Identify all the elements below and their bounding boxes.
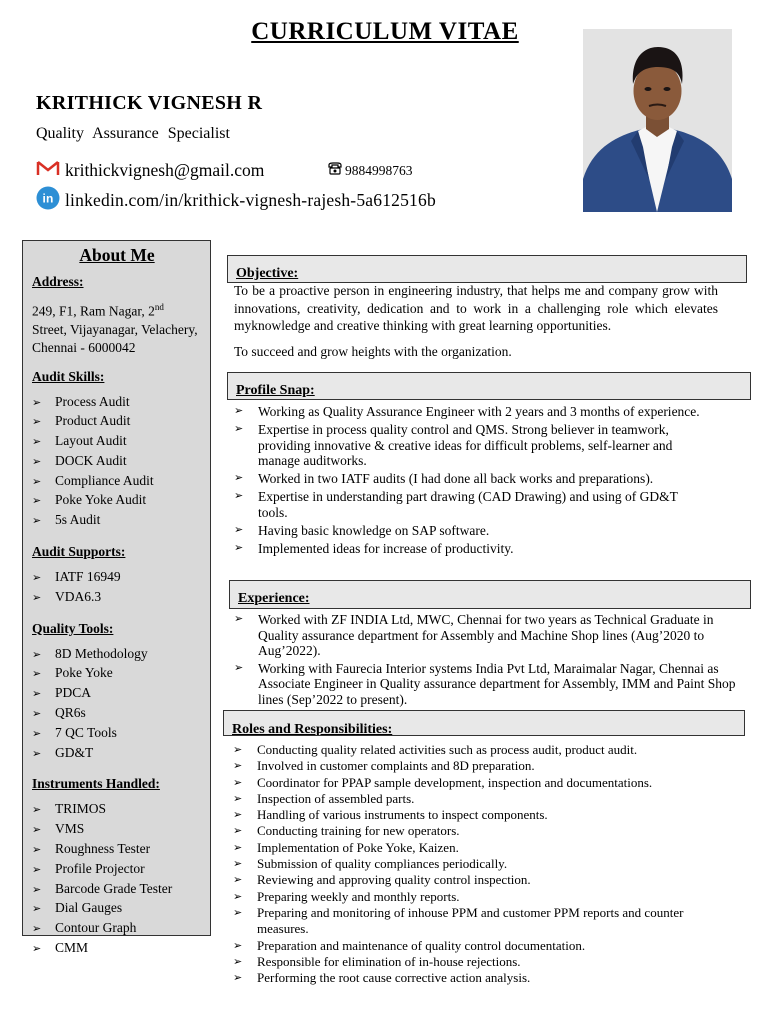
list-item-text: Preparing and monitoring of inhouse PPM and customer PPM reports and counter measures. (257, 904, 684, 937)
list-item (32, 939, 202, 959)
list-item (32, 393, 202, 413)
about-me-heading: About Me (79, 245, 155, 265)
experience-list (234, 612, 744, 709)
list-item-text: Working as Quality Assurance Engineer with 2 years and 3 months of experience. (258, 404, 700, 419)
list-item-text: Implementation of Poke Yoke, Kaizen. (257, 839, 459, 855)
arrow-bullet-icon: ➢ (234, 472, 244, 484)
list-item (233, 775, 728, 791)
list-item-text: Coordinator for PPAP sample development, inspection and documentations. (257, 774, 653, 790)
arrow-bullet-icon: ➢ (233, 792, 243, 805)
list-item (32, 919, 202, 939)
instruments-heading: Instruments Handled: (32, 776, 160, 792)
list-item (233, 905, 728, 938)
arrow-bullet-icon: ➢ (233, 809, 243, 822)
list-item-text: 5s Audit (55, 512, 101, 528)
list-item (32, 744, 202, 764)
list-item-text: Product Audit (55, 413, 131, 429)
list-item-text: Handling of various instruments to inspect components. (257, 807, 548, 823)
profile-photo (583, 29, 732, 212)
list-item (233, 938, 728, 954)
svg-text:in: in (42, 191, 54, 206)
list-item-text: Reviewing and approving quality control inspection. (257, 872, 531, 888)
list-item-text: Involved in customer complaints and 8D preparation. (257, 758, 535, 774)
arrow-bullet-icon: ➢ (32, 572, 42, 585)
list-item (233, 856, 728, 872)
arrow-bullet-icon: ➢ (32, 591, 42, 604)
list-item (233, 840, 728, 856)
list-item (234, 661, 744, 708)
list-item (234, 541, 704, 557)
instruments-list (32, 800, 202, 958)
audit-skills-heading: Audit Skills: (32, 368, 105, 384)
arrow-bullet-icon: ➢ (32, 455, 42, 468)
arrow-bullet-icon: ➢ (32, 824, 42, 837)
arrow-bullet-icon: ➢ (32, 883, 42, 896)
arrow-bullet-icon: ➢ (32, 804, 42, 817)
list-item (234, 612, 744, 659)
arrow-bullet-icon: ➢ (32, 923, 42, 936)
arrow-bullet-icon: ➢ (32, 863, 42, 876)
list-item-text: Compliance Audit (55, 472, 154, 488)
list-item (234, 523, 704, 539)
list-item (233, 807, 728, 823)
candidate-name: KRITHICK VIGNESH R (36, 92, 263, 114)
arrow-bullet-icon: ➢ (233, 760, 243, 773)
list-item (234, 404, 704, 420)
list-item (32, 588, 202, 608)
list-item (32, 491, 202, 511)
list-item (32, 664, 202, 684)
list-item-text: QR6s (55, 705, 86, 721)
experience-heading: Experience: (229, 580, 751, 609)
phone-icon (327, 162, 343, 180)
quality-tools-list (32, 645, 202, 764)
cv-title: CURRICULUM VITAE (251, 18, 519, 45)
arrow-bullet-icon: ➢ (233, 906, 243, 919)
audit-supports-heading: Audit Supports: (32, 544, 126, 560)
address-superscript: nd (154, 302, 164, 312)
arrow-bullet-icon: ➢ (32, 708, 42, 721)
arrow-bullet-icon: ➢ (32, 648, 42, 661)
arrow-bullet-icon: ➢ (32, 688, 42, 701)
arrow-bullet-icon: ➢ (233, 874, 243, 887)
list-item (32, 724, 202, 744)
list-item-text: Barcode Grade Tester (55, 880, 173, 896)
address-heading: Address: (32, 274, 84, 289)
arrow-bullet-icon: ➢ (32, 747, 42, 760)
arrow-bullet-icon: ➢ (233, 825, 243, 838)
quality-tools-heading: Quality Tools: (32, 620, 114, 636)
arrow-bullet-icon: ➢ (234, 613, 244, 625)
list-item (234, 471, 704, 487)
roles-heading: Roles and Responsibilities: (223, 710, 745, 736)
arrow-bullet-icon: ➢ (32, 416, 42, 429)
arrow-bullet-icon: ➢ (234, 423, 244, 435)
list-item (32, 412, 202, 432)
arrow-bullet-icon: ➢ (234, 405, 244, 417)
list-item-text: Contour Graph (55, 920, 137, 936)
list-item (233, 823, 728, 839)
list-item (32, 880, 202, 900)
linkedin-row (36, 186, 436, 215)
list-item-text: Conducting quality related activities such as process audit, product audit. (257, 742, 638, 757)
list-item-text: Worked with ZF INDIA Ltd, MWC, Chennai for two years as Technical Graduate in Quality assurance department for Assembly and Machine Shop lines (Aug’2020 to Aug’2022). (258, 612, 714, 658)
list-item-text: DOCK Audit (55, 452, 127, 468)
list-item (233, 954, 728, 970)
email-link[interactable]: krithickvignesh@gmail.com (65, 160, 265, 180)
address-text (32, 298, 202, 357)
list-item (32, 511, 202, 531)
email-row (36, 159, 264, 182)
phone-number[interactable]: 9884998763 (345, 163, 413, 178)
arrow-bullet-icon: ➢ (233, 841, 243, 854)
list-item-text: Submission of quality compliances periodically. (257, 856, 508, 872)
list-item (32, 452, 202, 472)
phone-row (327, 162, 413, 180)
list-item-text: Profile Projector (55, 860, 145, 876)
list-item-text: Having basic knowledge on SAP software. (258, 522, 490, 538)
list-item (233, 970, 728, 986)
list-item-text: Preparing weekly and monthly reports. (257, 888, 460, 904)
list-item (32, 472, 202, 492)
profile-snap-heading: Profile Snap: (227, 372, 751, 400)
arrow-bullet-icon: ➢ (233, 890, 243, 903)
arrow-bullet-icon: ➢ (32, 495, 42, 508)
arrow-bullet-icon: ➢ (233, 955, 243, 968)
address-line1: 249, F1, Ram Nagar, 2 (32, 303, 155, 319)
list-item-text: Dial Gauges (55, 900, 123, 916)
about-me-sidebar (22, 240, 211, 956)
arrow-bullet-icon: ➢ (233, 776, 243, 789)
list-item (32, 820, 202, 840)
objective-text: To be a proactive person in engineering industry, that helps me and company grow with innovations, creativity, dedication and to work in a challenging role which elevates myknowledge and creative thinking with great learning opportunities. (234, 283, 718, 334)
list-item (32, 860, 202, 880)
gmail-icon (36, 159, 60, 182)
list-item (32, 800, 202, 820)
arrow-bullet-icon: ➢ (233, 744, 243, 756)
list-item-text: Preparation and maintenance of quality control documentation. (257, 937, 586, 953)
arrow-bullet-icon: ➢ (32, 727, 42, 740)
arrow-bullet-icon: ➢ (32, 396, 42, 409)
profile-snap-list (234, 404, 704, 559)
list-item (234, 489, 704, 520)
list-item-text: CMM (55, 940, 89, 956)
arrow-bullet-icon: ➢ (32, 943, 42, 956)
arrow-bullet-icon: ➢ (32, 844, 42, 857)
candidate-role: Quality Assurance Specialist (36, 125, 230, 142)
list-item (32, 684, 202, 704)
list-item (233, 758, 728, 774)
list-item-text: Expertise in process quality control and QMS. Strong believer in teamwork, providing innovative & creative ideas for difficult problems, self-learner and manage auditworks. (258, 422, 673, 468)
list-item-text: Conducting training for new operators. (257, 823, 460, 839)
list-item (32, 432, 202, 452)
list-item (32, 840, 202, 860)
list-item (32, 645, 202, 665)
arrow-bullet-icon: ➢ (32, 668, 42, 681)
linkedin-link[interactable]: linkedin.com/in/krithick-vignesh-rajesh-5a612516b (65, 190, 436, 210)
list-item-text: 8D Methodology (55, 645, 148, 661)
list-item-text: PDCA (55, 685, 92, 701)
list-item-text: Implemented ideas for increase of productivity. (258, 540, 514, 556)
arrow-bullet-icon: ➢ (234, 490, 244, 502)
list-item (32, 899, 202, 919)
list-item-text: Roughness Tester (55, 841, 151, 857)
arrow-bullet-icon: ➢ (233, 939, 243, 952)
arrow-bullet-icon: ➢ (234, 661, 244, 674)
list-item (233, 791, 728, 807)
list-item-text: Working with Faurecia Interior systems India Pvt Ltd, Maraimalar Nagar, Chennai as Associate Engineer in Quality assurance department for Assembly, IMM and Paint Shop lines (Sep’2022 to present). (258, 660, 736, 707)
list-item-text: Expertise in understanding part drawing (CAD Drawing) and using of GD&T tools. (258, 489, 678, 520)
list-item-text: 7 QC Tools (55, 724, 117, 740)
list-item-text: VDA6.3 (55, 588, 102, 604)
arrow-bullet-icon: ➢ (32, 436, 42, 449)
roles-list (233, 742, 728, 986)
list-item-text: Performing the root cause corrective action analysis. (257, 970, 531, 986)
linkedin-icon (36, 186, 60, 215)
list-item-text: Worked in two IATF audits (I had done all back works and preparations). (258, 471, 654, 486)
list-item-text: GD&T (55, 744, 94, 760)
address-rest: Street, Vijayanagar, Velachery, Chennai - 6000042 (32, 321, 198, 355)
arrow-bullet-icon: ➢ (233, 972, 243, 985)
list-item (234, 422, 704, 469)
list-item-text: Poke Yoke Audit (55, 492, 147, 508)
list-item (32, 704, 202, 724)
list-item-text: Process Audit (55, 393, 130, 409)
objective-heading: Objective: (227, 255, 747, 283)
list-item (32, 568, 202, 588)
audit-supports-list (32, 568, 202, 608)
list-item-text: Poke Yoke (55, 665, 113, 681)
list-item-text: VMS (55, 821, 85, 837)
objective-text-2: To succeed and grow heights with the organization. (234, 344, 512, 359)
arrow-bullet-icon: ➢ (234, 541, 244, 554)
audit-skills-list (32, 393, 202, 532)
arrow-bullet-icon: ➢ (234, 523, 244, 536)
list-item-text: Layout Audit (55, 433, 127, 449)
arrow-bullet-icon: ➢ (32, 515, 42, 528)
list-item-text: IATF 16949 (55, 569, 121, 585)
arrow-bullet-icon: ➢ (32, 903, 42, 916)
arrow-bullet-icon: ➢ (233, 858, 243, 871)
list-item-text: Inspection of assembled parts. (257, 790, 415, 806)
list-item-text: TRIMOS (55, 801, 107, 817)
list-item (233, 889, 728, 905)
list-item (233, 872, 728, 888)
arrow-bullet-icon: ➢ (32, 475, 42, 488)
list-item (233, 742, 728, 758)
list-item-text: Responsible for elimination of in-house rejections. (257, 953, 521, 969)
